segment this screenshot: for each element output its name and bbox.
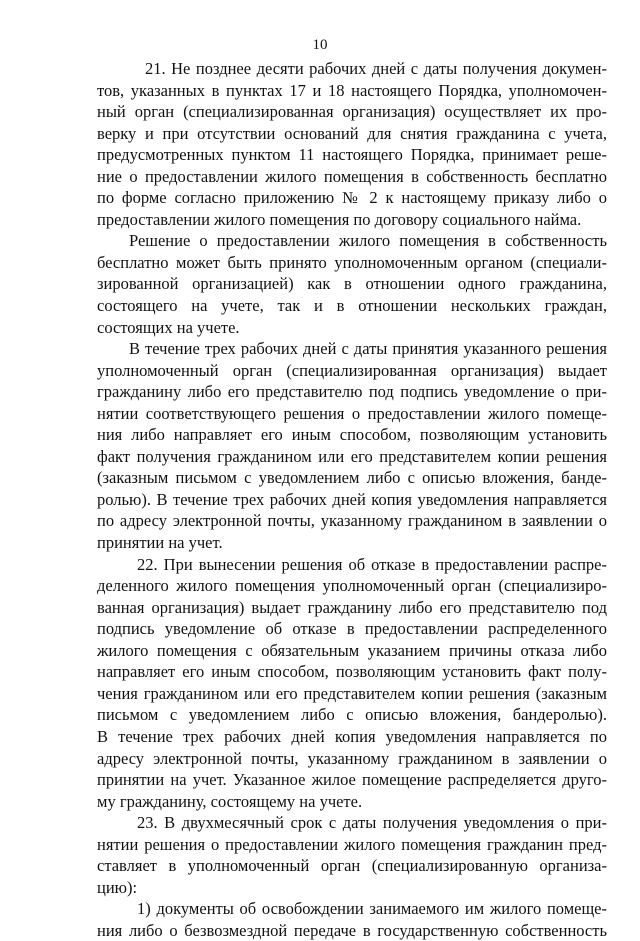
text-line: принятии на учет. Указанное жилое помещение распределяется друго- <box>97 770 607 790</box>
text-line: ние о предоставлении жилого помещения в собственность бесплатно <box>97 166 607 186</box>
text-line: гражданину либо его представителю под подпись уведомление о при- <box>97 382 607 402</box>
text-line: принятии на учет. <box>97 533 223 553</box>
text-line: нятии соответствующего решения о предоставлении жилого помеще- <box>97 403 607 423</box>
text-line: В течение трех рабочих дней копия уведомления направляется по <box>97 726 607 746</box>
text-line: факт получения гражданином или его представителем копии решения <box>97 446 607 466</box>
text-line: ния либо о безвозмездной передаче в государственную собственность <box>97 920 607 940</box>
text-line: 22. При вынесении решения об отказе в предоставлении распре- <box>137 554 607 574</box>
document-body <box>97 58 607 941</box>
text-line: 23. В двухмесячный срок с даты получения уведомления о при- <box>137 813 607 833</box>
text-line: письмом с уведомлением либо с описью вложения, бандеролью). <box>97 705 607 725</box>
text-line: ставляет в уполномоченный орган (специализированную организа- <box>97 856 607 876</box>
text-line: ролью). В течение трех рабочих дней копия уведомления направляется <box>97 489 607 509</box>
text-line: уполномоченный орган (специализированная организация) выдает <box>97 360 607 380</box>
text-line: ный орган (специализированная организация) осуществляет их про- <box>97 102 607 122</box>
text-line: предоставлении жилого помещения по договору социального найма. <box>97 209 582 229</box>
text-line: му гражданину, состоящему на учете. <box>97 791 363 811</box>
text-line: деленного жилого помещения уполномоченный орган (специализиро- <box>97 576 607 596</box>
text-line: зированной организацией) как в отношении одного гражданина, <box>97 274 607 294</box>
text-line: Решение о предоставлении жилого помещения в собственность <box>129 231 607 251</box>
text-line: чения гражданином или его представителем копии решения (заказным <box>97 683 607 703</box>
text-line: нятии решения о предоставлении жилого помещения гражданин пред- <box>97 834 607 854</box>
text-line: верку и при отсутствии оснований для снятия гражданина с учета, <box>97 123 607 143</box>
text-line: тов, указанных в пунктах 17 и 18 настоящего Порядка, уполномочен- <box>97 80 607 100</box>
text-line: бесплатно может быть принято уполномоченным органом (специали- <box>97 252 607 272</box>
text-line: ния либо направляет его иным способом, позволяющим установить <box>97 425 607 445</box>
text-line: В течение трех рабочих дней с даты принятия указанного решения <box>129 339 607 359</box>
text-line: адресу электронной почты, указанному гражданином в заявлении о <box>97 748 607 768</box>
text-line: состоящего на учете, так и в отношении нескольких граждан, <box>97 296 607 316</box>
text-line: 21. Не позднее десяти рабочих дней с даты получения докумен- <box>145 59 607 78</box>
text-line: направляет его иным способом, позволяющим установить факт полу- <box>97 662 607 682</box>
text-line: жилого помещения с обязательным указанием причины отказа либо <box>97 640 607 660</box>
text-line: цию): <box>97 877 138 897</box>
text-line: (заказным письмом с уведомлением либо с описью вложения, бандe- <box>97 468 607 488</box>
text-line: подпись уведомление об отказе в предоставлении распределенного <box>97 619 607 639</box>
page-number: 10 <box>312 37 328 53</box>
text-line: по форме согласно приложению № 2 к настоящему приказу либо о <box>97 188 607 208</box>
text-line: 1) документы об освобождении занимаемого им жилого помеще- <box>137 899 607 919</box>
text-line: ванная организация) выдает гражданину либо его представителю под <box>97 597 607 617</box>
text-line: состоящих на учете. <box>97 317 240 337</box>
text-line: предусмотренных пунктом 11 настоящего Порядка, принимает реше- <box>97 145 607 165</box>
text-line: по адресу электронной почты, указанному гражданином в заявлении о <box>97 511 607 531</box>
